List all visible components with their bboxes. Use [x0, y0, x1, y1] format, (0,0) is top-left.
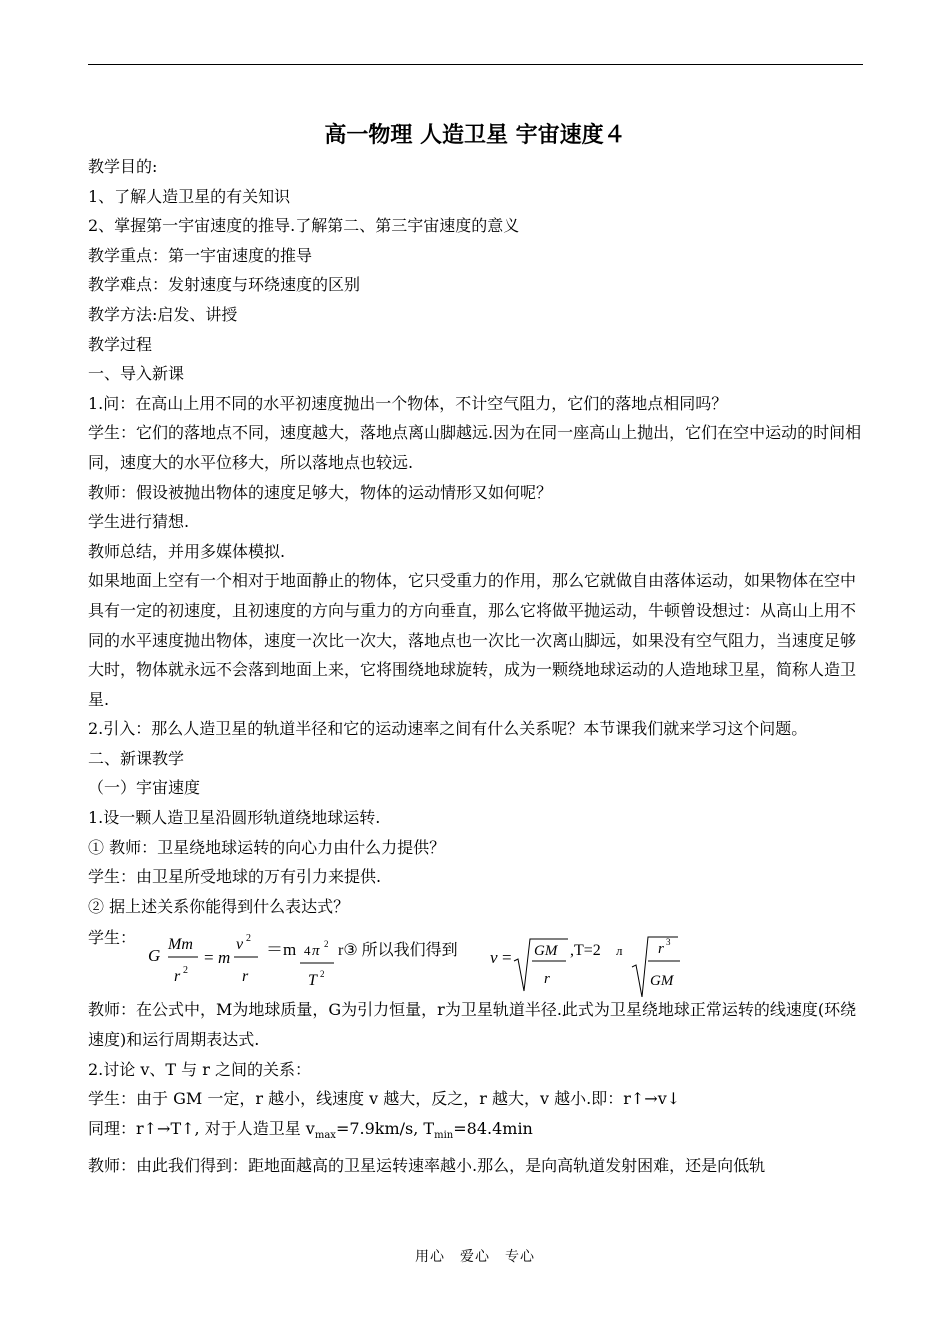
- svg-text:GM: GM: [534, 943, 558, 960]
- svg-text:3: 3: [666, 937, 671, 948]
- text-line: 学生进行猜想.: [88, 512, 190, 532]
- text-line: ② 据上述关系你能得到什么表达式？: [88, 896, 350, 916]
- eq-m: ＝m: [266, 940, 297, 960]
- paragraph: 学生：它们的落地点不同，速度越大，落地点离山脚越远.因为在同一座高山上抛出，它们在空中运动的时间相同，速度大的水平位移大，所以落地点也较远.: [88, 423, 862, 472]
- t-eq: ,T=2: [570, 942, 601, 960]
- document-title: 高一物理 人造卫星 宇宙速度４: [324, 123, 626, 148]
- text-line: 1.问：在高山上用不同的水平初速度抛出一个物体，不计空气阻力，它们的落地点相同吗？: [88, 393, 728, 413]
- svg-text:G: G: [148, 946, 161, 966]
- subscript-max: max: [314, 1130, 336, 1141]
- text-line: 教学重点：第一宇宙速度的推导: [88, 245, 313, 265]
- svg-text:v: v: [236, 936, 244, 954]
- svg-text:2: 2: [324, 939, 329, 950]
- svg-text:=: =: [502, 948, 512, 968]
- text-line: 2、掌握第一宇宙速度的推导.了解第二、第三宇宙速度的意义: [88, 216, 520, 236]
- text-line: 1、了解人造卫星的有关知识: [88, 186, 291, 206]
- svg-text:r: r: [242, 968, 249, 986]
- section-heading: 二、新课教学: [88, 748, 185, 768]
- r-circle-text: r③ 所以我们得到: [338, 942, 458, 960]
- svg-text:r: r: [544, 971, 550, 988]
- text-line: 教学过程: [88, 334, 153, 354]
- svg-text:4: 4: [304, 943, 311, 959]
- text-line: 教学目的:: [88, 157, 158, 176]
- subsection-heading: （一）宇宙速度: [88, 778, 201, 798]
- formula-equations: [138, 921, 778, 997]
- speed-line-c: =84.4min: [453, 1118, 533, 1138]
- text-line: 教师总结，并用多媒体模拟.: [88, 541, 286, 561]
- document-body: [88, 152, 866, 1180]
- pi-symbol: л: [616, 943, 623, 959]
- svg-text:m: m: [218, 948, 231, 968]
- paragraph: 2.引入：那么人造卫星的轨道半径和它的运动速率之间有什么关系呢？本节课我们就来学习这个问题。: [88, 719, 808, 739]
- text-line: 教学难点：发射速度与环绕速度的区别: [88, 275, 361, 295]
- svg-text:GM: GM: [650, 973, 674, 990]
- text-line: ① 教师：卫星绕地球运转的向心力由什么力提供？: [88, 837, 446, 857]
- text-line: 教师：假设被抛出物体的速度足够大，物体的运动情形又如何呢？: [88, 482, 553, 502]
- text-line: 教师：由此我们得到：距地面越高的卫星运转速率越小.那么，是向高轨道发射困难，还是向低轨: [88, 1155, 766, 1175]
- speed-line-a: 同理：r↑→T↑, 对于人造卫星 v: [88, 1118, 315, 1138]
- svg-text:Mm: Mm: [168, 936, 193, 954]
- paragraph: 如果地面上空有一个相对于地面静止的物体，它只受重力的作用，那么它就做自由落体运动，如果物体在空中具有一定的初速度，且初速度的方向与重力的方向垂直，那么它将做平抛运动，牛顿曾设想过：从高山上用不同的水平速度抛出物体，速度一次比一次大，落地点也一次比一次离山脚远，如果没有空气阻力，当速度足够大时，物体就永远不会落到地面上来，它将围绕地球旋转，成为一颗绕地球运动的人造地球卫星，简称人造卫星.: [88, 571, 857, 709]
- text-line: 1.设一颗人造卫星沿圆形轨道绕地球运转.: [88, 808, 381, 828]
- header-rule: [88, 64, 863, 65]
- text-line: 学生：由卫星所受地球的万有引力来提供.: [88, 867, 382, 887]
- svg-text:T: T: [308, 972, 317, 990]
- svg-text:r: r: [174, 968, 181, 986]
- svg-text:2: 2: [246, 933, 251, 945]
- formula-label: 学生：: [88, 928, 137, 948]
- svg-text:2: 2: [320, 969, 325, 980]
- section-heading: 一、导入新课: [88, 364, 185, 384]
- svg-text:2: 2: [183, 965, 188, 977]
- svg-text:r: r: [658, 941, 664, 958]
- text-line: [88, 1114, 866, 1151]
- paragraph: 教师：在公式中，M为地球质量，G为引力恒量，r为卫星轨道半径.此式为卫星绕地球正常运转的线速度(环绕速度)和运行周期表达式.: [88, 1000, 857, 1050]
- text-line: 教学方法:启发、讲授: [88, 304, 238, 324]
- text-line: 2.讨论 v、T 与 r 之间的关系：: [88, 1059, 311, 1079]
- svg-text:=: =: [204, 948, 214, 968]
- svg-text:v: v: [490, 948, 498, 968]
- subscript-min: min: [434, 1130, 454, 1141]
- speed-line-b: =7.9km/s, T: [335, 1118, 435, 1138]
- text-line: 学生：由于 GM 一定，r 越小，线速度 v 越大，反之，r 越大，v 越小.即：r↑→v↓: [88, 1089, 681, 1109]
- formula-line: [88, 923, 866, 995]
- svg-text:π: π: [312, 943, 320, 960]
- page-footer: 用心 爱心 专心: [415, 1249, 535, 1265]
